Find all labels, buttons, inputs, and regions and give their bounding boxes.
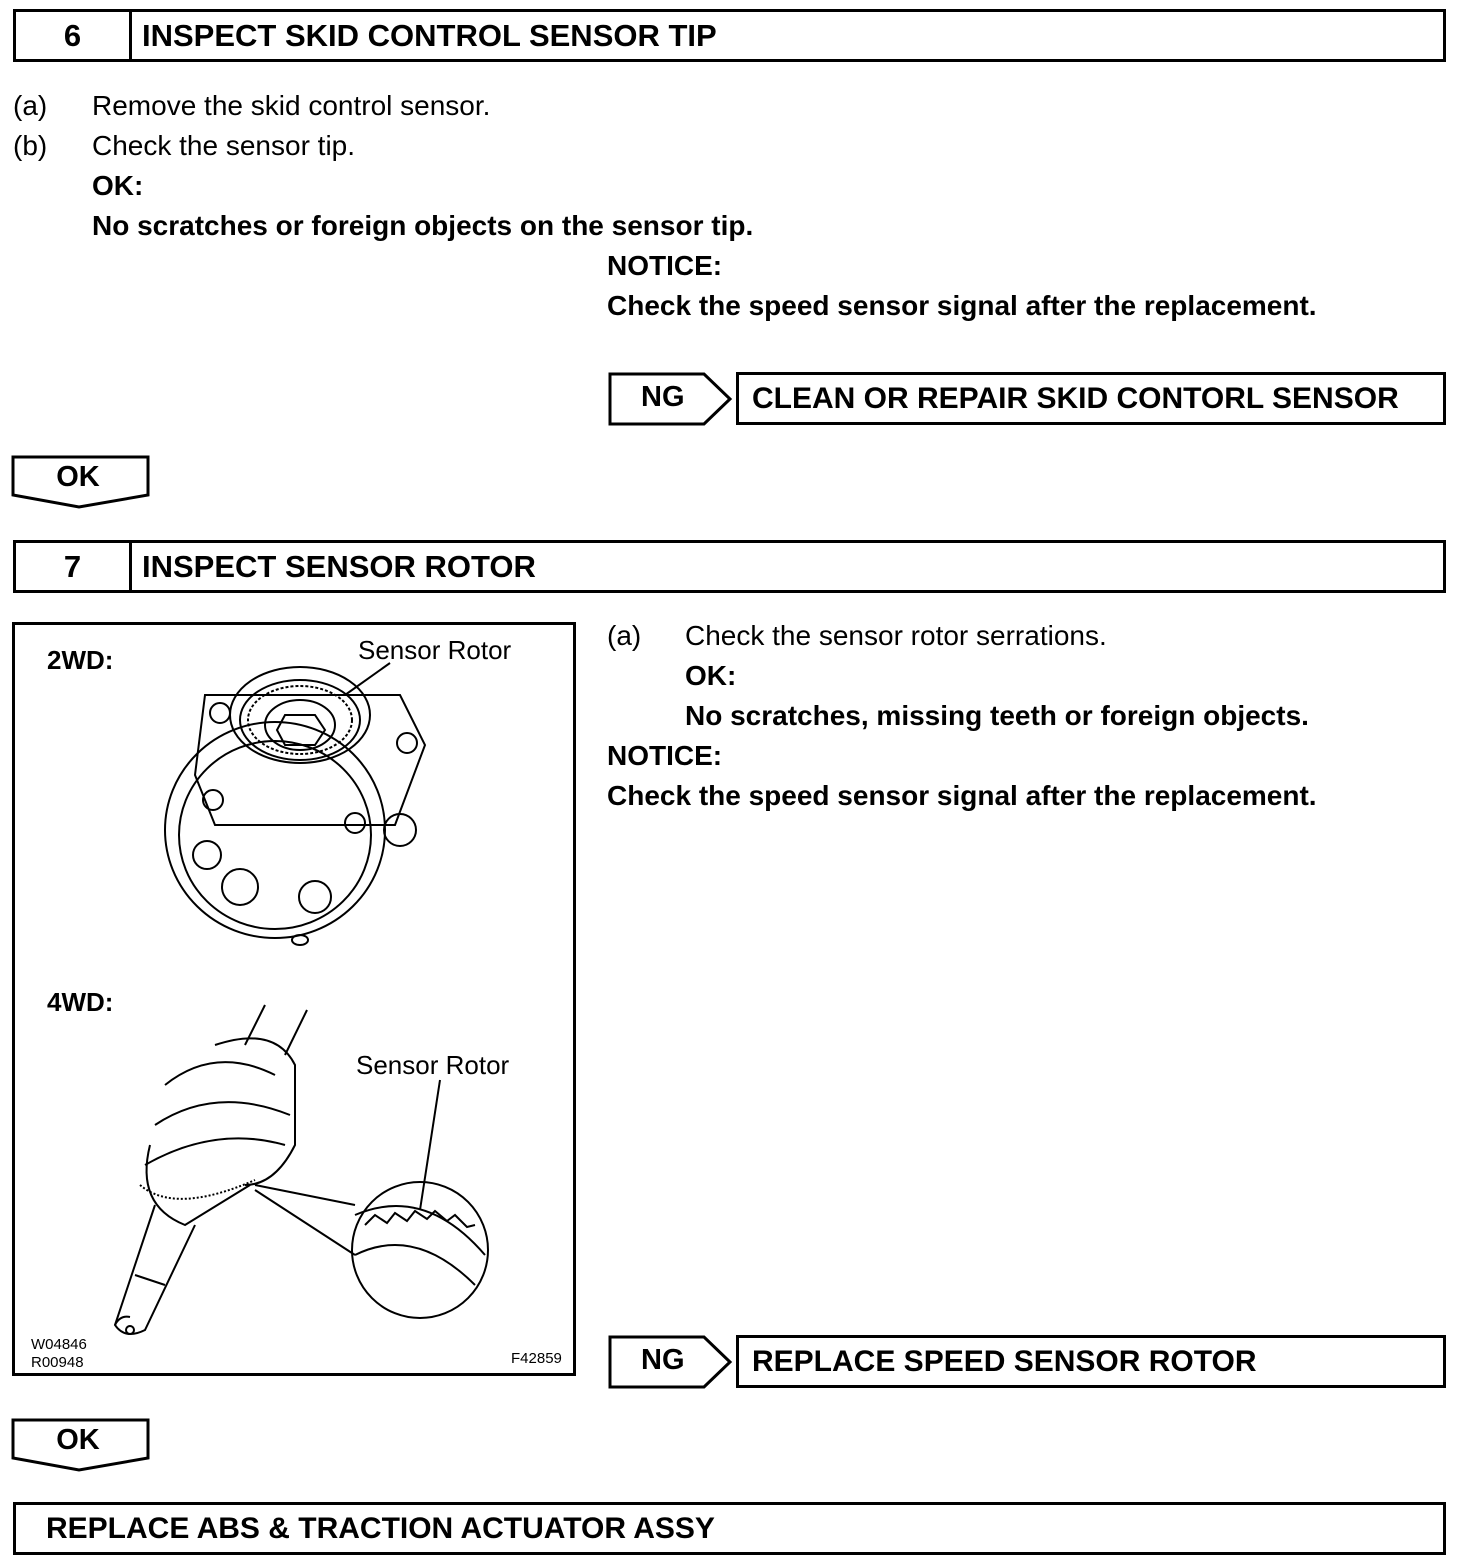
step-6-number: 6	[16, 12, 132, 59]
step-7-ok-flow: OK	[56, 1424, 100, 1456]
step-6-notice-text: Check the speed sensor signal after the replacement.	[607, 290, 1317, 321]
sensor-rotor-figure	[12, 622, 576, 1376]
figure-label-2wd: 2WD:	[47, 645, 114, 675]
step-7-number: 7	[16, 543, 132, 590]
step-7-ng-label: NG	[641, 1344, 685, 1376]
figure-callout-sensor-rotor-top: Sensor Rotor	[358, 635, 512, 665]
figure-label-4wd: 4WD:	[47, 987, 114, 1017]
figure-code-f42859: F42859	[511, 1350, 562, 1367]
step-7-ok-text: No scratches, missing teeth or foreign objects.	[685, 700, 1309, 731]
step-6-ok-label: OK:	[92, 170, 144, 201]
step-7-item-a-text: Check the sensor rotor serrations.	[685, 620, 1107, 651]
step-7-item-a-marker: (a)	[607, 620, 642, 651]
step-6-ng-action: CLEAN OR REPAIR SKID CONTORL SENSOR	[736, 372, 1446, 425]
step-6-item-b-text: Check the sensor tip.	[92, 130, 356, 161]
step-6-ok-text: No scratches or foreign objects on the sensor tip.	[92, 210, 754, 241]
step-6-ok-flow: OK	[56, 461, 100, 493]
figure-callout-sensor-rotor-bottom: Sensor Rotor	[356, 1050, 510, 1080]
step-6-item-a-text: Remove the skid control sensor.	[92, 90, 491, 121]
figure-code-w04846: W04846	[31, 1336, 87, 1353]
final-action-box: REPLACE ABS & TRACTION ACTUATOR ASSY	[13, 1502, 1446, 1555]
step-7-header	[13, 540, 1446, 593]
figure-code-r00948: R00948	[31, 1354, 84, 1371]
step-7-ng-action: REPLACE SPEED SENSOR ROTOR	[736, 1335, 1446, 1388]
step-6-item-b-marker: (b)	[13, 130, 48, 161]
step-6-header	[13, 9, 1446, 62]
step-7-notice-text: Check the speed sensor signal after the replacement.	[607, 780, 1317, 811]
step-6-item-a-marker: (a)	[13, 90, 48, 121]
step-7-ok-label: OK:	[685, 660, 737, 691]
step-6-ng-label: NG	[641, 381, 685, 413]
step-6-notice-label: NOTICE:	[607, 250, 723, 281]
step-7-notice-label: NOTICE:	[607, 740, 723, 771]
step-6-title: INSPECT SKID CONTROL SENSOR TIP	[142, 17, 717, 53]
step-7-title: INSPECT SENSOR ROTOR	[142, 548, 536, 584]
